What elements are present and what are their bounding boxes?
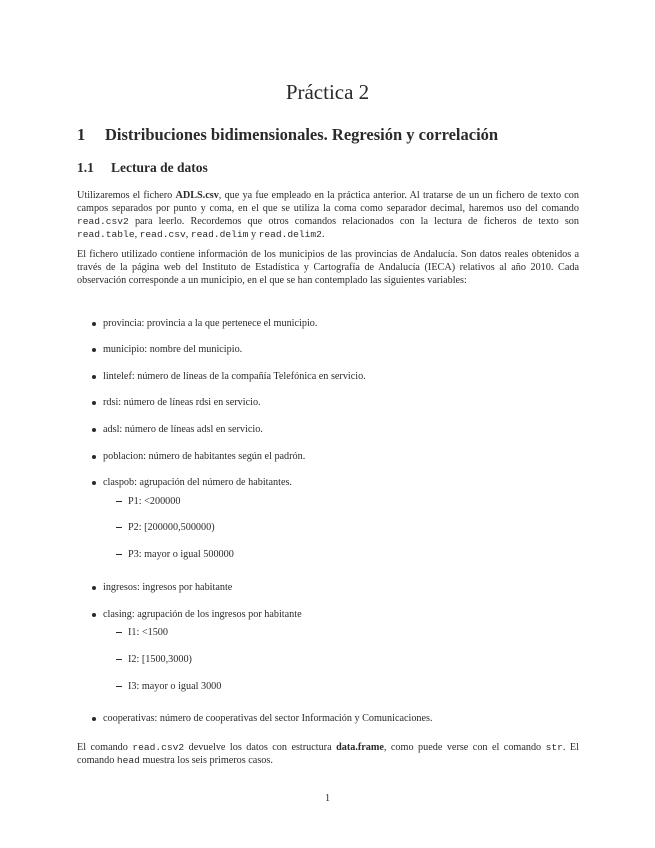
list-item-claspob: claspob: agrupación del número de habitantes. [103,477,292,488]
sublist-item-i3: I3: mayor o igual 3000 [128,681,222,692]
list-item-lintelef: lintelef: número de líneas de la compañía Telefónica en servicio. [103,371,366,382]
list-item-adsl: adsl: número de líneas adsl en servicio. [103,424,263,435]
bullet-icon [92,613,96,617]
bullet-icon [92,428,96,432]
sublist-item-i1: I1: <1500 [128,627,168,638]
list-item-rdsi: rdsi: número de líneas rdsi en servicio. [103,397,261,408]
bullet-icon [92,717,96,721]
structure-name: data.frame [336,742,384,753]
data-description-paragraph: El fichero utilizado contiene información de los municipios de las provincias de Andalucía. Son datos reales obtenidos a través de la página web del Instituto de Estadística y Cartografía de Andalucía (IECA) relativos al año 2010. Cada observación corresponde a un municipio, en el que se han contemplado las siguientes variables: [77,249,579,287]
command-read-delim2: read.delim2 [258,229,322,241]
section-title: Distribuciones bidimensionales. Regresión y correlación [105,125,499,144]
file-name: ADLS.csv [175,190,219,201]
command-str: str [545,742,563,753]
bullet-icon [92,322,96,326]
subsection-heading [77,160,208,176]
list-item-poblacion: poblacion: número de habitantes según el padrón. [103,451,306,462]
list-item-clasing: clasing: agrupación de los ingresos por habitante [103,609,302,620]
list-item-cooperativas: cooperativas: número de cooperativas del sector Información y Comunicaciones. [103,713,433,724]
bullet-icon [92,348,96,352]
list-item-ingresos: ingresos: ingresos por habitante [103,582,233,593]
sublist-item-p1: P1: <200000 [128,496,181,507]
list-item-provincia: provincia: provincia a la que pertenece el municipio. [103,318,318,329]
bullet-icon [92,455,96,459]
command-read-table: read.table [77,229,135,241]
sublist-item-i2: I2: [1500,3000) [128,654,192,665]
sublist-item-p2: P2: [200000,500000) [128,522,215,533]
closing-paragraph: El comando read.csv2 devuelve los datos con estructura data.frame, como puede verse con el comando str. El comando head muestra los seis primeros casos. [77,742,579,767]
intro-paragraph: Utilizaremos el fichero ADLS.csv, que ya fue empleado en la práctica anterior. Al tratarse de un un fichero de texto con campos separados por punto y coma, en el que se utiliza la coma como separador decimal, haremos uso del comando read.csv2 para leerlo. Recordemos que otros comandos relacionados con la lectura de ficheros de texto son read.table, read.csv, read.delim y read.delim2. [77,190,579,241]
dash-icon [116,527,122,528]
section-number: 1 [77,125,86,144]
command-read-csv2: read.csv2 [132,742,185,753]
sublist-item-p3: P3: mayor o igual 500000 [128,549,234,560]
page-title: Práctica 2 [285,80,370,104]
command-head: head [116,755,140,767]
dash-icon [116,659,122,660]
subsection-number: 1.1 [77,160,94,175]
dash-icon [116,686,122,687]
dash-icon [116,554,122,555]
command-read-csv2: read.csv2 [77,216,129,228]
bullet-icon [92,586,96,590]
dash-icon [116,501,122,502]
command-read-csv: read.csv [139,229,186,241]
page-number: 1 [324,793,331,804]
command-read-delim: read.delim [190,229,249,241]
subsection-title: Lectura de datos [111,160,208,175]
bullet-icon [92,375,96,379]
dash-icon [116,632,122,633]
bullet-icon [92,481,96,485]
section-heading [77,125,498,145]
list-item-municipio: municipio: nombre del municipio. [103,344,243,355]
bullet-icon [92,401,96,405]
